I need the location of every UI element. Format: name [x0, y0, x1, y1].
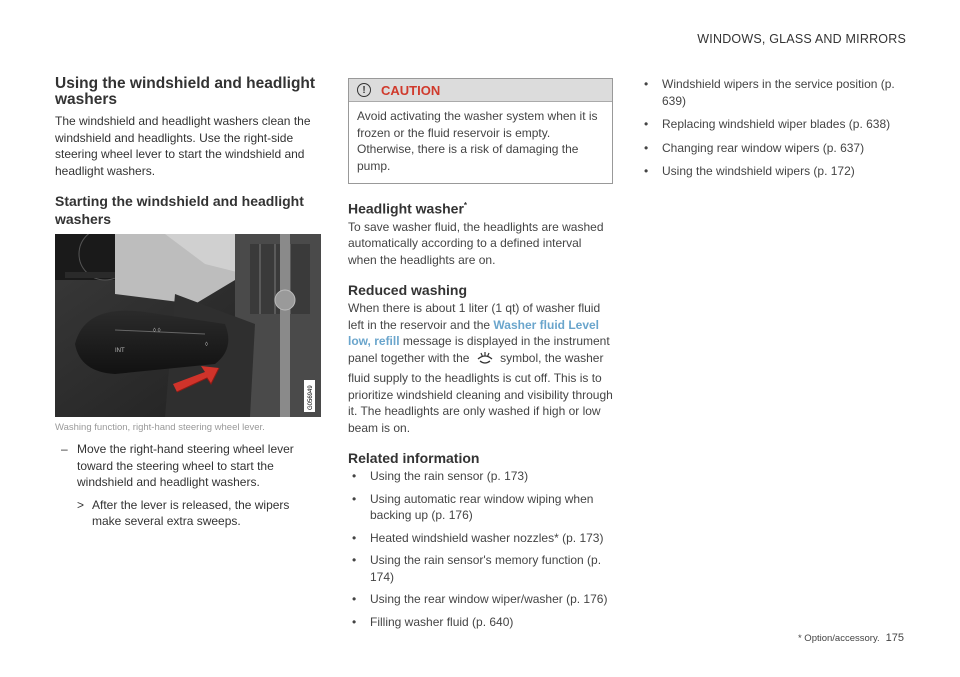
headlight-washer-title: Headlight washer	[348, 200, 464, 217]
washer-fluid-icon	[475, 350, 495, 371]
washer-level-message: Washer fluid Level low, refill	[348, 317, 600, 349]
reduced-text-b: message is displayed in the instrument panel together with the	[348, 334, 610, 365]
headlight-washer-text: To save washer fluid, the headlights are washed automatically according to a defined interval when the headlights are on.	[348, 219, 604, 267]
step-result	[55, 497, 321, 530]
related-link-rain-sensor[interactable]: • Using the rain sensor (p. 173)	[348, 468, 613, 485]
subheading-starting: Starting the windshield and headlight washers	[55, 193, 304, 227]
related-list-continued	[640, 76, 910, 180]
result-text: After the lever is released, the wipers make several extra sweeps.	[92, 497, 290, 528]
svg-text:◊: ◊	[205, 342, 208, 348]
related-list	[348, 468, 613, 630]
photo-caption: Washing function, right-hand steering wheel lever.	[55, 422, 265, 433]
caution-text: Avoid activating the washer system when it is frozen or the fluid reservoir is empty. Otherwise, there is a risk of damaging the pump.	[357, 109, 598, 173]
reduced-text-c: symbol, the washer fluid supply to the headlights is cut off. This is to prioritize windshield cleaning and visibility through it. The headlights are only washed if high or low beam is on.	[348, 350, 613, 435]
exclamation-circle-icon: !	[357, 83, 371, 97]
related-link-auto-rear-wiping[interactable]: • Using automatic rear window wiping when backing up (p. 176)	[348, 491, 613, 524]
steering-lever-photo	[55, 234, 321, 417]
step-instruction	[55, 441, 321, 491]
caution-title: CAUTION	[381, 82, 441, 98]
caution-box	[348, 78, 613, 184]
related-link-using-wipers[interactable]: • Using the windshield wipers (p. 172)	[640, 163, 910, 180]
option-footnote: * Option/accessory.	[797, 633, 880, 644]
column-middle	[348, 76, 613, 630]
reduced-washing-text	[348, 300, 613, 436]
related-link-service-position[interactable]: • Windshield wipers in the service position (p. 639)	[640, 76, 910, 109]
related-link-replacing-blades[interactable]: • Replacing windshield wiper blades (p. 638)	[640, 116, 910, 133]
reduced-washing-heading: Reduced washing	[348, 282, 468, 299]
page-title: Using the windshield and headlight washers	[55, 75, 316, 108]
page-number: 175	[885, 632, 904, 644]
option-star: *	[463, 201, 468, 210]
related-link-filling-washer-fluid[interactable]: • Filling washer fluid (p. 640)	[348, 614, 613, 631]
step-marker: –	[61, 442, 68, 456]
caution-header	[349, 79, 612, 102]
svg-text:◊ ◊: ◊ ◊	[153, 328, 161, 334]
related-info-heading: Related information	[348, 450, 480, 467]
steering-lever-illustration	[55, 234, 321, 417]
column-left	[55, 76, 321, 530]
reduced-text-a: When there is about 1 liter (1 qt) of washer fluid left in the reservoir and the	[348, 301, 601, 332]
related-link-rear-wiper-washer[interactable]: • Using the rear window wiper/washer (p. 176)	[348, 591, 613, 608]
section-header: WINDOWS, GLASS AND MIRRORS	[697, 32, 906, 46]
related-link-heated-nozzles[interactable]: • Heated windshield washer nozzles* (p. 173)	[348, 530, 613, 547]
related-link-rain-sensor-memory[interactable]: • Using the rain sensor's memory function (p. 174)	[348, 552, 613, 585]
result-marker: >	[77, 497, 85, 512]
headlight-washer-heading	[348, 198, 613, 217]
related-link-rear-wipers[interactable]: • Changing rear window wipers (p. 637)	[640, 140, 910, 157]
svg-text:INT: INT	[115, 348, 125, 354]
page-footer	[798, 632, 904, 644]
column-right	[640, 76, 910, 180]
intro-paragraph: The windshield and headlight washers clean the windshield and headlights. Use the right-side steering wheel lever to start the windshield and headlight washers.	[55, 114, 311, 178]
image-code: G056949	[308, 385, 314, 410]
step-text: Move the right-hand steering wheel lever toward the steering wheel to start the windshield and headlight washers.	[77, 442, 294, 489]
